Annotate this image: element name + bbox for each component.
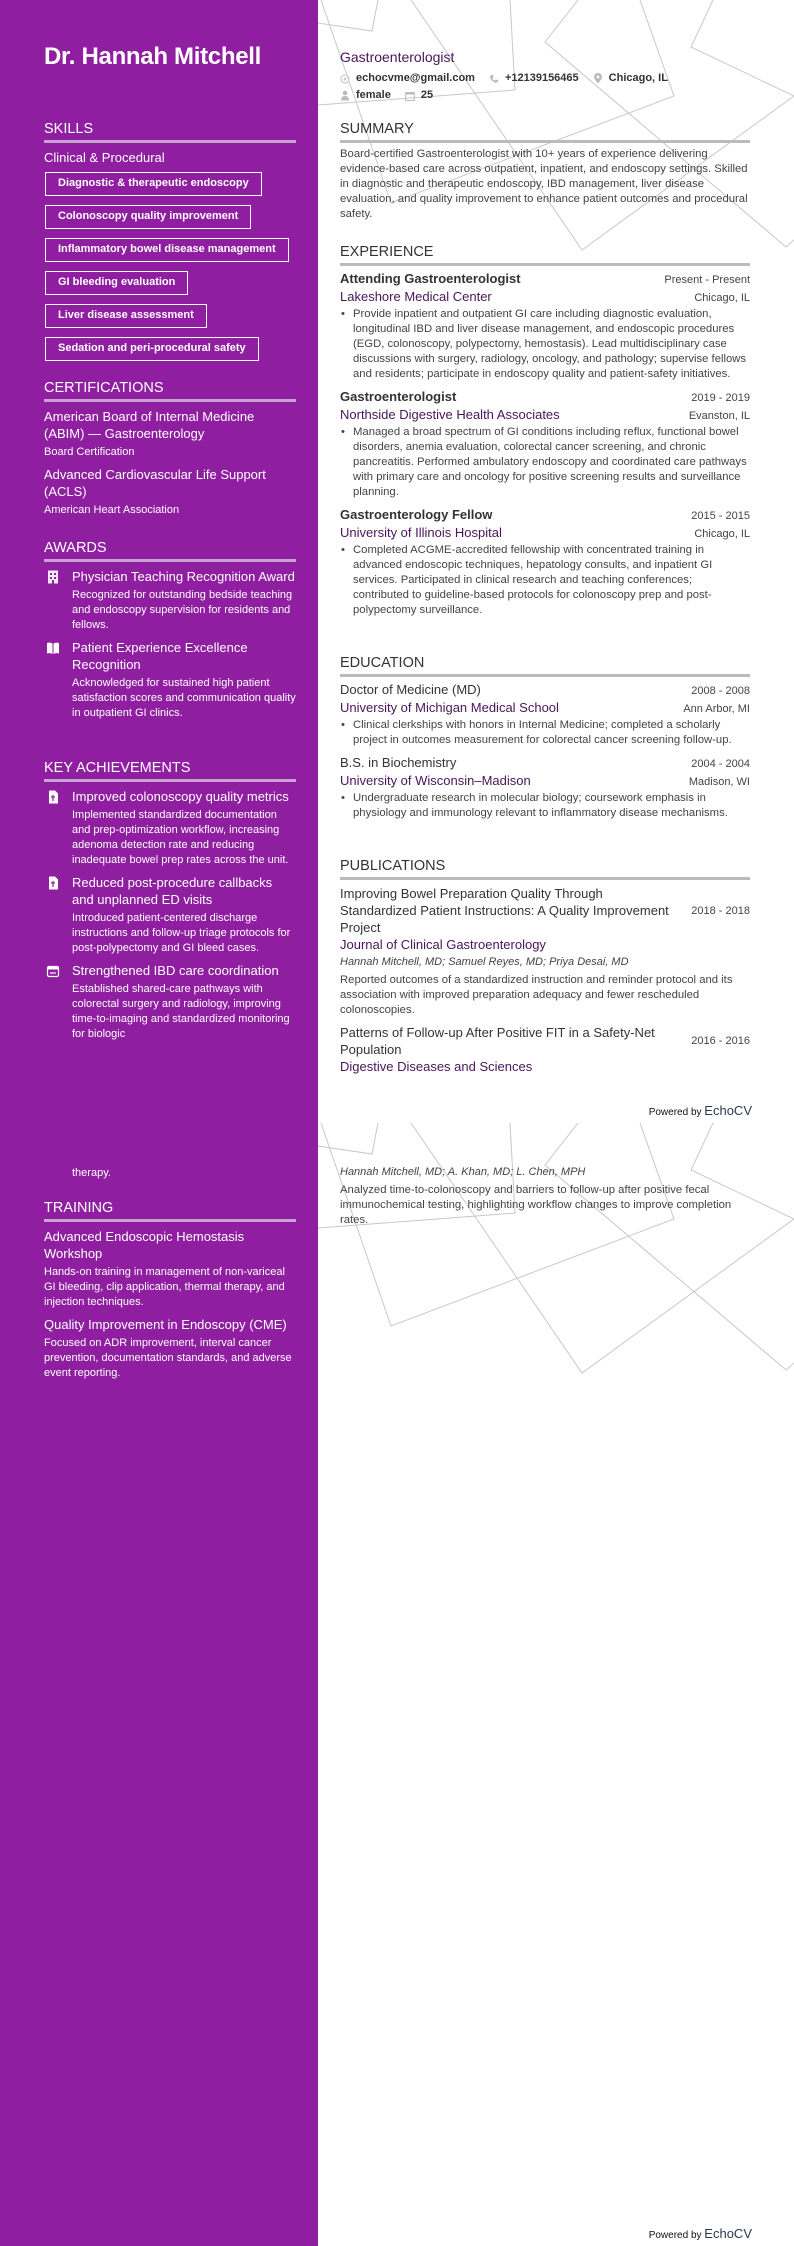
calendar-icon (46, 964, 60, 978)
contact-gender (340, 87, 391, 104)
journal: Digestive Diseases and Sciences (340, 1059, 533, 1074)
section-heading: KEY ACHIEVEMENTS (44, 760, 191, 776)
role: Attending Gastroenterologist (340, 271, 521, 286)
award-title: Physician Teaching Recognition Award (72, 569, 295, 584)
certification-title: American Board of Internal Medicine (ABIM) — Gastroenterology (44, 409, 255, 441)
certification-title: Advanced Cardiovascular Life Support (ACLS) (44, 467, 266, 499)
degree: B.S. in Biochemistry (340, 755, 457, 770)
at-icon (340, 74, 350, 84)
achievement-item (44, 874, 296, 956)
organization: Northside Digestive Health Associates (340, 407, 560, 422)
training-title: Advanced Endoscopic Hemostasis Workshop (44, 1229, 245, 1261)
divider (44, 1219, 296, 1222)
powered-by-text: Powered by (648, 1107, 702, 1118)
job-title: Gastroenterologist (340, 49, 455, 65)
role: Gastroenterologist (340, 389, 457, 404)
section-heading: AWARDS (44, 540, 107, 556)
dates: 2016 - 2016 (691, 1035, 750, 1047)
achievement-title: Strengthened IBD care coordination (72, 963, 279, 978)
publication-item (340, 885, 750, 1018)
awards-section (44, 538, 296, 721)
award-item (44, 568, 296, 633)
bullet: • Undergraduate research in molecular biology; coursework emphasis in physiology and immunology relevant to inflammatory disease mechanisms. (340, 791, 750, 821)
phone-text: +12139156465 (504, 72, 579, 84)
experience-item (340, 270, 750, 382)
phone-icon (489, 74, 499, 84)
skill-group: Clinical & Procedural (44, 150, 165, 165)
publication-continued (340, 1164, 750, 1228)
user-icon (340, 90, 350, 101)
certification-issuer: American Heart Association (44, 504, 180, 516)
achievements-section (44, 758, 296, 1042)
achievement-desc: Introduced patient-centered discharge instructions and follow-up triage protocols for post-polypectomy and GI bleed cases. (72, 912, 291, 954)
contact-location (593, 70, 668, 87)
experience-item (340, 506, 750, 618)
role: Gastroenterology Fellow (340, 507, 493, 522)
summary-text: Board-certified Gastroenterologist with 10+ years of experience delivering evidence-based care across outpatient, inpatient, and endoscopy settings. Skilled in diagnostic and therapeutic endoscopy, IBD management, liver disease evaluation, and quality improvement to enhance patient outcomes and procedural safety. (340, 148, 748, 220)
section-heading: EXPERIENCE (340, 244, 434, 260)
skill-chip: Liver disease assessment (45, 304, 207, 328)
achievement-title: Reduced post-procedure callbacks and unplanned ED visits (72, 875, 273, 907)
powered-by (649, 2226, 752, 2241)
skill-chip: Inflammatory bowel disease management (45, 238, 289, 262)
achievement-item (44, 788, 296, 868)
journal: Journal of Clinical Gastroenterology (340, 937, 546, 952)
award-item (44, 639, 296, 721)
education-item (340, 754, 750, 821)
divider (44, 779, 296, 782)
bullet: • Provide inpatient and outpatient GI care including diagnostic evaluation, longitudinal IBD and liver disease management, and endoscopic procedures (EGD, colonoscopy, polypectomy, hemostasis). Lead multidisciplinary case discussions with surgery, radiology, oncology, and pathology; supervise fellows and residents; participate in endoscopy quality and patient-safety initiatives. (340, 307, 750, 382)
file-medical-icon (46, 790, 60, 804)
summary-section (340, 119, 750, 222)
dates: Present - Present (664, 274, 750, 286)
section-heading: SUMMARY (340, 121, 414, 137)
section-heading: SKILLS (44, 121, 94, 137)
contact-info (340, 70, 740, 104)
training-item (44, 1228, 296, 1310)
certification-item (44, 408, 296, 460)
experience-item (340, 388, 750, 500)
email-text: echocvme@gmail.com (356, 72, 475, 84)
divider (340, 140, 750, 143)
section-heading: PUBLICATIONS (340, 858, 446, 874)
degree: Doctor of Medicine (MD) (340, 682, 481, 697)
contact-email[interactable] (340, 70, 475, 87)
award-title: Patient Experience Excellence Recognition (72, 640, 248, 672)
training-desc: Hands-on training in management of non-variceal GI bleeding, clip application, thermal therapy, and injection techniques. (44, 1266, 285, 1308)
location-text: Chicago, IL (608, 72, 668, 84)
location: Evanston, IL (688, 410, 750, 422)
bullet: • Clinical clerkships with honors in Internal Medicine; completed a scholarly project in outcomes measurement for colorectal cancer screening follow-up. (340, 718, 750, 748)
powered-by (649, 1103, 752, 1118)
location: Chicago, IL (694, 528, 750, 540)
certification-issuer: Board Certification (44, 446, 135, 458)
powered-by-text: Powered by (648, 2230, 702, 2241)
section-heading: CERTIFICATIONS (44, 380, 164, 396)
award-desc: Acknowledged for sustained high patient satisfaction scores and communication quality in outpatient GI clinics. (72, 677, 296, 719)
brand-logo: EchoCV (704, 1103, 752, 1118)
divider (340, 263, 750, 266)
publication-item (340, 1024, 750, 1076)
organization: Lakeshore Medical Center (340, 289, 492, 304)
publication-desc: Reported outcomes of a standardized instruction and reminder protocol and its association with improved preparation adequacy and fewer rescheduled colonoscopies. (340, 974, 733, 1016)
book-icon (46, 641, 60, 655)
dates: 2004 - 2004 (691, 758, 750, 770)
publication-desc: Analyzed time-to-colonoscopy and barriers to follow-up after positive fecal immunochemical testing, highlighting workflow changes to improve completion rates. (340, 1184, 732, 1226)
divider (44, 559, 296, 562)
divider (340, 877, 750, 880)
publication-title: Patterns of Follow-up After Positive FIT in a Safety-Net Population (340, 1025, 655, 1057)
bullet: • Completed ACGME-accredited fellowship with concentrated training in advanced endoscopic techniques, hepatology consults, and inpatient GI services. Participated in clinical research and teaching conferences; contributed to guideline-based protocols for colonoscopy prep and post-polypectomy surveillance. (340, 543, 750, 618)
certification-item (44, 466, 296, 518)
organization: University of Illinois Hospital (340, 525, 502, 540)
brand-logo: EchoCV (704, 2226, 752, 2241)
section-heading: TRAINING (44, 1200, 114, 1216)
contact-age (405, 87, 433, 104)
divider (44, 140, 296, 143)
skill-chip: Sedation and peri-procedural safety (45, 337, 259, 361)
achievement-item (44, 962, 296, 1042)
dates: 2015 - 2015 (691, 510, 750, 522)
bullet: • Managed a broad spectrum of GI conditions including reflux, functional bowel disorders, anemia evaluation, colorectal cancer screening, and chronic pancreatitis. Performed ambulatory endoscopy and coordinated care pathways with primary care and oncology for positive screening results and surveillance planning. (340, 425, 750, 500)
achievement-desc: Established shared-care pathways with colorectal surgery and radiology, improving time-to-imaging and standardized monitoring for biologic (72, 983, 290, 1040)
achievement-desc-continued: therapy. (72, 1167, 111, 1179)
location-pin-icon (593, 73, 603, 84)
authors: Hannah Mitchell, MD; A. Khan, MD; L. Chen, MPH (340, 1166, 586, 1178)
dates: 2019 - 2019 (691, 392, 750, 404)
education-section (340, 653, 750, 821)
skills-section (44, 119, 296, 370)
certifications-section (44, 378, 296, 518)
location: Ann Arbor, MI (683, 703, 750, 715)
age-text: 25 (420, 89, 434, 101)
dates: 2008 - 2008 (691, 685, 750, 697)
section-heading: EDUCATION (340, 655, 425, 671)
training-title: Quality Improvement in Endoscopy (CME) (44, 1317, 287, 1332)
page-2 (0, 1123, 794, 2246)
gender-text: female (356, 89, 391, 101)
contact-phone[interactable] (489, 70, 579, 87)
location: Chicago, IL (694, 292, 750, 304)
training-section (44, 1198, 296, 1381)
school: University of Michigan Medical School (340, 700, 559, 715)
divider (44, 399, 296, 402)
school: University of Wisconsin–Madison (340, 773, 531, 788)
dates: 2018 - 2018 (691, 904, 750, 917)
sidebar (0, 0, 318, 1123)
file-medical-icon (46, 876, 60, 890)
training-desc: Focused on ADR improvement, interval cancer prevention, documentation standards, and adverse event reporting. (44, 1337, 292, 1379)
candidate-name: Dr. Hannah Mitchell (44, 43, 262, 70)
publications-section (340, 856, 750, 1076)
sidebar (0, 1123, 318, 2246)
publication-title: Improving Bowel Preparation Quality Through Standardized Patient Instructions: A Quality Improvement Project (340, 886, 669, 935)
achievement-title: Improved colonoscopy quality metrics (72, 789, 289, 804)
education-item (340, 681, 750, 748)
experience-section (340, 242, 750, 618)
authors: Hannah Mitchell, MD; Samuel Reyes, MD; Priya Desai, MD (340, 956, 629, 968)
skill-chip: Diagnostic & therapeutic endoscopy (45, 172, 262, 196)
hospital-icon (46, 570, 60, 584)
training-item (44, 1316, 296, 1381)
skill-chip: Colonoscopy quality improvement (45, 205, 251, 229)
achievement-desc: Implemented standardized documentation and prep-optimization workflow, increasing adenoma detection rate and reducing inadequate bowel prep rates across the unit. (72, 809, 289, 866)
calendar-icon (405, 91, 415, 101)
divider (340, 674, 750, 677)
skill-chip: GI bleeding evaluation (45, 271, 188, 295)
award-desc: Recognized for outstanding bedside teaching and endoscopy supervision for residents and fellows. (72, 589, 293, 631)
location: Madison, WI (688, 776, 750, 788)
